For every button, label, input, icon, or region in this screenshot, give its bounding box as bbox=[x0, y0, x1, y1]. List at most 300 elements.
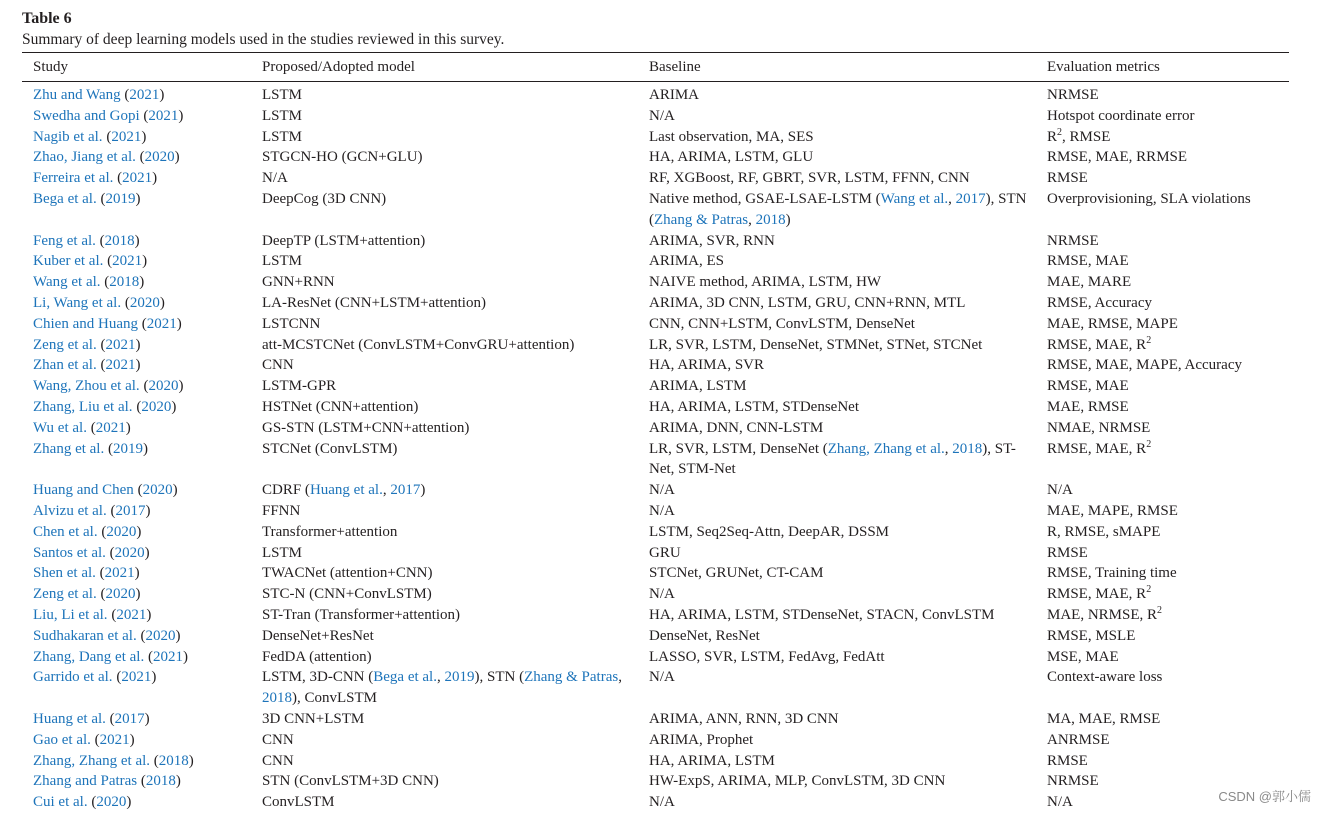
citation-link[interactable]: Zhang, Zhang et al. bbox=[827, 440, 945, 457]
cell-text: ) bbox=[134, 232, 140, 249]
cell-text: N/A bbox=[649, 586, 675, 603]
citation-link[interactable]: Zhan et al. bbox=[33, 357, 97, 374]
cell-text: ) bbox=[142, 440, 148, 457]
cell-text: STCNet, GRUNet, CT-CAM bbox=[649, 565, 824, 582]
metrics-cell bbox=[1047, 189, 1302, 210]
cell-text: ) bbox=[139, 274, 145, 291]
study-cell bbox=[33, 272, 248, 293]
citation-link[interactable]: 2021 bbox=[122, 170, 153, 187]
cell-text: ( bbox=[103, 253, 113, 270]
study-cell bbox=[33, 543, 248, 564]
citation-link[interactable]: Zeng et al. bbox=[33, 336, 97, 353]
cell-text: LSTCNN bbox=[262, 315, 321, 332]
citation-link[interactable]: 2021 bbox=[112, 253, 143, 270]
cell-text: HSTNet (CNN+attention) bbox=[262, 398, 419, 415]
study-cell bbox=[33, 397, 248, 418]
citation-link[interactable]: 2021 bbox=[116, 606, 147, 623]
model-cell bbox=[262, 127, 632, 148]
table-row bbox=[0, 189, 1325, 231]
cell-text: STC-N (CNN+ConvLSTM) bbox=[262, 586, 432, 603]
cell-text: ( bbox=[96, 336, 106, 353]
citation-link[interactable]: 2020 bbox=[105, 586, 136, 603]
citation-link[interactable]: Zeng et al. bbox=[33, 586, 97, 603]
cell-text: ( bbox=[102, 128, 112, 145]
model-cell bbox=[262, 667, 632, 709]
baseline-cell bbox=[649, 709, 1039, 730]
model-cell bbox=[262, 251, 632, 272]
cell-text: ( bbox=[100, 274, 110, 291]
cell-text: RMSE, MAE, R bbox=[1047, 440, 1147, 457]
citation-link[interactable]: 2020 bbox=[114, 544, 145, 561]
citation-link[interactable]: 2020 bbox=[142, 482, 173, 499]
metrics-cell bbox=[1047, 272, 1302, 293]
study-cell bbox=[33, 127, 248, 148]
cell-text: Last observation, MA, SES bbox=[649, 128, 814, 145]
model-cell bbox=[262, 355, 632, 376]
cell-text: FFNN bbox=[262, 502, 301, 519]
citation-link[interactable]: 2020 bbox=[141, 398, 172, 415]
table-row bbox=[0, 147, 1325, 168]
citation-link[interactable]: Nagib et al. bbox=[33, 128, 103, 145]
cell-text: ( bbox=[133, 482, 143, 499]
cell-text: LA-ResNet (CNN+LSTM+attention) bbox=[262, 294, 486, 311]
cell-text: ARIMA, Prophet bbox=[649, 731, 754, 748]
cell-text: ) bbox=[125, 419, 131, 436]
study-cell bbox=[33, 667, 248, 688]
baseline-cell bbox=[649, 231, 1039, 252]
citation-link[interactable]: 2019 bbox=[105, 190, 136, 207]
cell-text: LR, SVR, LSTM, DenseNet ( bbox=[649, 440, 828, 457]
citation-link[interactable]: Cui et al. bbox=[33, 794, 88, 811]
cell-text: ) bbox=[159, 294, 165, 311]
cell-text: LSTM bbox=[262, 128, 303, 145]
cell-text: ) bbox=[145, 502, 151, 519]
cell-text: R bbox=[1047, 128, 1058, 145]
study-cell bbox=[33, 314, 248, 335]
table-row bbox=[0, 771, 1325, 792]
citation-link[interactable]: 2018 bbox=[145, 773, 176, 790]
cell-text: Native method, GSAE-LSAE-LSTM ( bbox=[649, 190, 881, 207]
cell-text: RMSE, MAE, R bbox=[1047, 586, 1147, 603]
cell-text: ( bbox=[136, 627, 146, 644]
study-cell bbox=[33, 501, 248, 522]
citation-link[interactable]: 2019 bbox=[112, 440, 143, 457]
baseline-cell bbox=[649, 667, 1039, 688]
citation-link[interactable]: 2021 bbox=[104, 565, 135, 582]
cell-text: ConvLSTM bbox=[262, 794, 335, 811]
citation-link[interactable]: 2021 bbox=[121, 669, 152, 686]
cell-text: ) bbox=[151, 669, 157, 686]
table-row bbox=[0, 501, 1325, 522]
citation-link[interactable]: 2021 bbox=[148, 107, 179, 124]
cell-text: ( bbox=[132, 398, 142, 415]
cell-text: RMSE, MAE bbox=[1047, 378, 1129, 395]
table-row bbox=[0, 480, 1325, 501]
cell-text: LSTM bbox=[262, 87, 303, 103]
study-cell bbox=[33, 335, 248, 356]
citation-link[interactable]: 2020 bbox=[148, 378, 179, 395]
citation-link[interactable]: Zhang, Dang et al. bbox=[33, 648, 145, 665]
cell-text: MAE, MAPE, RMSE bbox=[1047, 502, 1178, 519]
cell-text: NRMSE bbox=[1047, 773, 1099, 790]
cell-text: ( bbox=[90, 731, 100, 748]
model-cell bbox=[262, 272, 632, 293]
citation-link[interactable]: Wang, Zhou et al. bbox=[33, 378, 140, 395]
table-row bbox=[0, 647, 1325, 668]
baseline-cell bbox=[649, 189, 1039, 231]
cell-text: ) bbox=[135, 586, 141, 603]
cell-text: ARIMA, LSTM bbox=[649, 378, 747, 395]
cell-text: DeepTP (LSTM+attention) bbox=[262, 232, 426, 249]
cell-text: ARIMA, 3D CNN, LSTM, GRU, CNN+RNN, MTL bbox=[649, 294, 966, 311]
model-cell bbox=[262, 314, 632, 335]
cell-text: , bbox=[436, 669, 445, 686]
cell-text: , bbox=[948, 190, 956, 207]
study-cell bbox=[33, 231, 248, 252]
cell-text: STGCN-HO (GCN+GLU) bbox=[262, 149, 423, 166]
cell-text: NMAE, NRMSE bbox=[1047, 419, 1151, 436]
table-row bbox=[0, 751, 1325, 772]
cell-text: ( bbox=[96, 357, 106, 374]
cell-text: ) bbox=[144, 710, 150, 727]
study-cell bbox=[33, 626, 248, 647]
cell-text: ) bbox=[135, 190, 141, 207]
metrics-cell bbox=[1047, 709, 1302, 730]
cell-text: RMSE, MAE, MAPE, Accuracy bbox=[1047, 357, 1242, 374]
table-row bbox=[0, 85, 1325, 106]
study-cell bbox=[33, 439, 248, 460]
cell-text: ( bbox=[106, 502, 116, 519]
cell-text: ( bbox=[113, 170, 123, 187]
citation-link[interactable]: Swedha and Gopi bbox=[33, 107, 140, 124]
citation-link[interactable]: 2017 bbox=[114, 710, 145, 727]
citation-link[interactable]: Huang and Chen bbox=[33, 482, 134, 499]
cell-text: ) bbox=[174, 149, 180, 166]
citation-link[interactable]: 2021 bbox=[146, 315, 177, 332]
cell-text: CDRF ( bbox=[262, 482, 310, 499]
baseline-cell bbox=[649, 730, 1039, 751]
study-cell bbox=[33, 751, 248, 772]
baseline-cell bbox=[649, 147, 1039, 168]
table-row bbox=[0, 293, 1325, 314]
cell-text: N/A bbox=[649, 669, 675, 686]
study-cell bbox=[33, 293, 248, 314]
citation-link[interactable]: 2021 bbox=[152, 648, 183, 665]
cell-text: ( bbox=[96, 586, 106, 603]
metrics-cell bbox=[1047, 335, 1302, 356]
study-cell bbox=[33, 771, 248, 792]
cell-text: RF, XGBoost, RF, GBRT, SVR, LSTM, FFNN, CNN bbox=[649, 170, 970, 187]
model-cell bbox=[262, 335, 632, 356]
cell-text: N/A bbox=[649, 502, 675, 519]
metrics-cell bbox=[1047, 605, 1302, 626]
metrics-cell bbox=[1047, 522, 1302, 543]
citation-link[interactable]: 2021 bbox=[105, 357, 136, 374]
citation-link[interactable]: 2017 bbox=[955, 190, 986, 207]
table-row bbox=[0, 376, 1325, 397]
citation-link[interactable]: Zhang and Patras bbox=[33, 773, 138, 790]
cell-text: ) bbox=[178, 378, 184, 395]
model-cell bbox=[262, 106, 632, 127]
citation-link[interactable]: 2020 bbox=[129, 294, 160, 311]
cell-text: LSTM, 3D-CNN ( bbox=[262, 669, 374, 686]
cell-text: GRU bbox=[649, 544, 681, 561]
citation-link[interactable]: 2021 bbox=[105, 336, 136, 353]
cell-text: ( bbox=[120, 87, 130, 103]
citation-link[interactable]: Zhu and Wang bbox=[33, 87, 121, 103]
cell-text: ) bbox=[142, 253, 148, 270]
table-row bbox=[0, 168, 1325, 189]
citation-link[interactable]: 2018 bbox=[952, 440, 983, 457]
citation-link[interactable]: 2020 bbox=[96, 794, 127, 811]
citation-link[interactable]: Chien and Huang bbox=[33, 315, 138, 332]
baseline-cell bbox=[649, 605, 1039, 626]
metrics-cell bbox=[1047, 376, 1302, 397]
table-label: Table 6 bbox=[22, 10, 72, 27]
baseline-cell bbox=[649, 85, 1039, 106]
baseline-cell bbox=[649, 376, 1039, 397]
model-cell bbox=[262, 792, 632, 813]
cell-text: STN (ConvLSTM+3D CNN) bbox=[262, 773, 439, 790]
citation-link[interactable]: Zhang et al. bbox=[33, 440, 105, 457]
citation-link[interactable]: Huang et al. bbox=[33, 710, 106, 727]
citation-link[interactable]: 2021 bbox=[129, 87, 160, 103]
baseline-cell bbox=[649, 647, 1039, 668]
cell-text: GNN+RNN bbox=[262, 274, 335, 291]
study-cell bbox=[33, 730, 248, 751]
cell-text: ( bbox=[105, 710, 115, 727]
cell-text: STCNet (ConvLSTM) bbox=[262, 440, 398, 457]
cell-text: ) bbox=[176, 315, 182, 332]
citation-link[interactable]: Bega et al. bbox=[373, 669, 437, 686]
model-cell bbox=[262, 397, 632, 418]
table-row bbox=[0, 439, 1325, 481]
study-cell bbox=[33, 709, 248, 730]
citation-link[interactable]: 2018 bbox=[158, 752, 189, 769]
cell-text: ( bbox=[95, 565, 105, 582]
baseline-cell bbox=[649, 480, 1039, 501]
cell-text: LR, SVR, LSTM, DenseNet, STMNet, STNet, STCNet bbox=[649, 336, 983, 353]
cell-text: MAE, MARE bbox=[1047, 274, 1132, 291]
cell-text: LASSO, SVR, LSTM, FedAvg, FedAtt bbox=[649, 648, 885, 665]
table-row bbox=[0, 667, 1325, 709]
cell-text: RMSE, Accuracy bbox=[1047, 294, 1152, 311]
citation-link[interactable]: Kuber et al. bbox=[33, 253, 104, 270]
cell-text: ) bbox=[175, 627, 181, 644]
cell-text: RMSE, Training time bbox=[1047, 565, 1177, 582]
cell-text: LSTM bbox=[262, 544, 303, 561]
table-header-rule bbox=[22, 81, 1289, 82]
citation-link[interactable]: Sudhakaran et al. bbox=[33, 627, 137, 644]
baseline-cell bbox=[649, 584, 1039, 605]
citation-link[interactable]: Zhang & Patras bbox=[654, 211, 749, 228]
citation-link[interactable]: Chen et al. bbox=[33, 523, 98, 540]
citation-link[interactable]: Santos et al. bbox=[33, 544, 106, 561]
baseline-cell bbox=[649, 418, 1039, 439]
baseline-cell bbox=[649, 293, 1039, 314]
metrics-cell bbox=[1047, 314, 1302, 335]
citation-link[interactable]: 2020 bbox=[144, 149, 175, 166]
cell-text: MSE, MAE bbox=[1047, 648, 1119, 665]
citation-link[interactable]: Shen et al. bbox=[33, 565, 96, 582]
model-cell bbox=[262, 730, 632, 751]
baseline-cell bbox=[649, 626, 1039, 647]
metrics-cell bbox=[1047, 501, 1302, 522]
baseline-cell bbox=[649, 792, 1039, 813]
model-cell bbox=[262, 501, 632, 522]
table-title: Summary of deep learning models used in the studies reviewed in this survey. bbox=[22, 31, 505, 48]
cell-text: ( bbox=[121, 294, 130, 311]
study-cell bbox=[33, 147, 248, 168]
cell-text: , bbox=[618, 669, 626, 686]
model-cell bbox=[262, 189, 632, 210]
metrics-cell bbox=[1047, 168, 1302, 189]
model-cell bbox=[262, 168, 632, 189]
cell-text: ANRMSE bbox=[1047, 731, 1110, 748]
cell-text: ( bbox=[96, 190, 106, 207]
citation-link[interactable]: Ferreira et al. bbox=[33, 170, 114, 187]
citation-link[interactable]: Wang et al. bbox=[880, 190, 949, 207]
citation-link[interactable]: Garrido et al. bbox=[33, 669, 113, 686]
citation-link[interactable]: Huang et al. bbox=[309, 482, 383, 499]
superscript: 2 bbox=[1146, 438, 1152, 450]
cell-text: ) bbox=[175, 773, 181, 790]
cell-text: ARIMA, ES bbox=[649, 253, 725, 270]
citation-link[interactable]: Zhang & Patras bbox=[524, 669, 619, 686]
citation-link[interactable]: Bega et al. bbox=[33, 190, 97, 207]
cell-text: NRMSE bbox=[1047, 232, 1099, 249]
table-row bbox=[0, 543, 1325, 564]
metrics-cell bbox=[1047, 730, 1302, 751]
study-cell bbox=[33, 355, 248, 376]
model-cell bbox=[262, 85, 632, 106]
metrics-cell bbox=[1047, 439, 1302, 460]
table-row bbox=[0, 127, 1325, 148]
cell-text: MA, MAE, RMSE bbox=[1047, 710, 1161, 727]
cell-text: LSTM, Seq2Seq-Attn, DeepAR, DSSM bbox=[649, 523, 890, 540]
citation-link[interactable]: Zhang, Zhang et al. bbox=[33, 752, 151, 769]
cell-text: ST-Tran (Transformer+attention) bbox=[262, 606, 461, 623]
cell-text: NAIVE method, ARIMA, LSTM, HW bbox=[649, 274, 882, 291]
cell-text: ) bbox=[785, 211, 791, 228]
study-cell bbox=[33, 522, 248, 543]
cell-text: Overprovisioning, SLA violations bbox=[1047, 190, 1251, 207]
citation-link[interactable]: 2020 bbox=[106, 523, 137, 540]
table-row bbox=[0, 522, 1325, 543]
cell-text: RMSE bbox=[1047, 752, 1088, 769]
cell-text: ) bbox=[134, 565, 140, 582]
cell-text: att-MCSTCNet (ConvLSTM+ConvGRU+attention) bbox=[262, 336, 575, 353]
model-cell bbox=[262, 605, 632, 626]
cell-text: DenseNet, ResNet bbox=[649, 627, 760, 644]
cell-text: ) bbox=[135, 357, 141, 374]
cell-text: ) bbox=[159, 87, 165, 103]
baseline-cell bbox=[649, 522, 1039, 543]
baseline-cell bbox=[649, 563, 1039, 584]
cell-text: ( bbox=[139, 378, 149, 395]
citation-link[interactable]: 2018 bbox=[104, 232, 135, 249]
header-model: Proposed/Adopted model bbox=[262, 59, 415, 75]
cell-text: ) bbox=[135, 336, 141, 353]
citation-link[interactable]: 2020 bbox=[145, 627, 176, 644]
citation-link[interactable]: Zhao, Jiang et al. bbox=[33, 149, 136, 166]
table-row bbox=[0, 335, 1325, 356]
citation-link[interactable]: 2017 bbox=[390, 482, 421, 499]
table-row bbox=[0, 231, 1325, 252]
citation-link[interactable]: Gao et al. bbox=[33, 731, 91, 748]
cell-text: ( bbox=[112, 669, 122, 686]
citation-link[interactable]: 2021 bbox=[99, 731, 130, 748]
model-cell bbox=[262, 543, 632, 564]
citation-link[interactable]: Liu, Li et al. bbox=[33, 606, 108, 623]
cell-text: LSTM bbox=[262, 107, 303, 124]
citation-link[interactable]: Wu et al. bbox=[33, 419, 87, 436]
cell-text: ) bbox=[126, 794, 132, 811]
model-cell bbox=[262, 626, 632, 647]
metrics-cell bbox=[1047, 251, 1302, 272]
cell-text: CNN bbox=[262, 357, 294, 374]
model-cell bbox=[262, 439, 632, 460]
table-row bbox=[0, 709, 1325, 730]
citation-link[interactable]: 2018 bbox=[109, 274, 140, 291]
citation-link[interactable]: 2019 bbox=[444, 669, 475, 686]
citation-link[interactable]: 2021 bbox=[95, 419, 126, 436]
model-cell bbox=[262, 751, 632, 772]
table-row bbox=[0, 314, 1325, 335]
model-cell bbox=[262, 147, 632, 168]
cell-text: ( bbox=[104, 440, 113, 457]
study-cell bbox=[33, 189, 248, 210]
metrics-cell bbox=[1047, 543, 1302, 564]
table-row bbox=[0, 106, 1325, 127]
cell-text: ( bbox=[139, 107, 149, 124]
citation-link[interactable]: Wang et al. bbox=[33, 274, 101, 291]
baseline-cell bbox=[649, 106, 1039, 127]
metrics-cell bbox=[1047, 751, 1302, 772]
baseline-cell bbox=[649, 314, 1039, 335]
cell-text: ( bbox=[105, 544, 115, 561]
cell-text: HA, ARIMA, LSTM bbox=[649, 752, 775, 769]
baseline-cell bbox=[649, 543, 1039, 564]
baseline-cell bbox=[649, 397, 1039, 418]
cell-text: RMSE, MAE, RRMSE bbox=[1047, 149, 1188, 166]
model-cell bbox=[262, 293, 632, 314]
header-baseline: Baseline bbox=[649, 59, 701, 75]
study-cell bbox=[33, 480, 248, 501]
superscript: 2 bbox=[1057, 126, 1063, 138]
citation-link[interactable]: 2021 bbox=[111, 128, 142, 145]
citation-link[interactable]: Feng et al. bbox=[33, 232, 96, 249]
cell-text: HA, ARIMA, LSTM, GLU bbox=[649, 149, 814, 166]
citation-link[interactable]: 2018 bbox=[755, 211, 786, 228]
metrics-cell bbox=[1047, 127, 1302, 148]
cell-text: ( bbox=[107, 606, 117, 623]
citation-link[interactable]: Li, Wang et al. bbox=[33, 294, 122, 311]
citation-link[interactable]: Zhang, Liu et al. bbox=[33, 398, 133, 415]
model-cell bbox=[262, 480, 632, 501]
watermark: CSDN @郭小儒 bbox=[1218, 789, 1311, 804]
cell-text: CNN bbox=[262, 752, 294, 769]
cell-text: , RMSE bbox=[1062, 128, 1111, 145]
cell-text: RMSE bbox=[1047, 170, 1088, 187]
citation-link[interactable]: 2017 bbox=[115, 502, 146, 519]
citation-link[interactable]: 2018 bbox=[262, 690, 292, 707]
cell-text: ) bbox=[136, 523, 142, 540]
cell-text: LSTM bbox=[262, 253, 303, 270]
cell-text: RMSE, MAE, R bbox=[1047, 336, 1147, 353]
study-cell bbox=[33, 792, 248, 813]
citation-link[interactable]: Alvizu et al. bbox=[33, 502, 107, 519]
